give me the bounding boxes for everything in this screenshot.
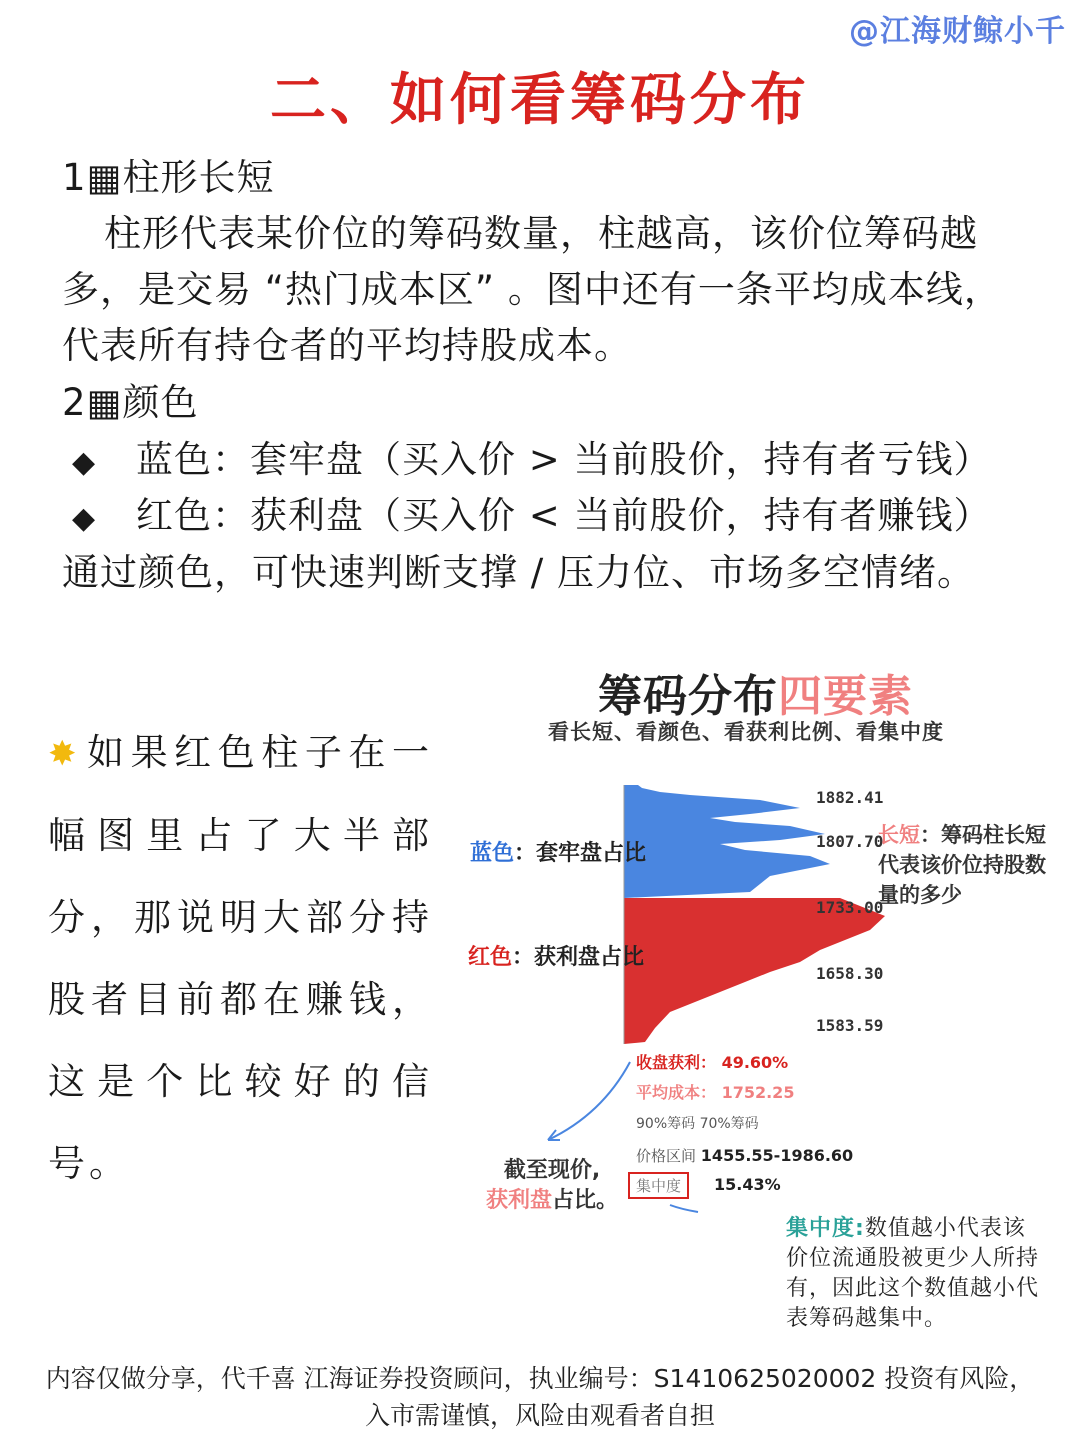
section1-body: 柱形代表某价位的筹码数量，柱越高，该价位筹码越多，是交易 “热门成本区” 。图中还有一条平均成本线，代表所有持仓者的平均持股成本。 <box>62 212 1002 367</box>
red-label-text: ：获利盘占比 <box>512 945 645 970</box>
section2-summary: 通过颜色，可快速判断支撑 / 压力位、市场多空情绪。 <box>62 551 975 594</box>
stat-range-label: 价格区间 <box>636 1147 697 1165</box>
disclaimer: 内容仅做分享，代千喜 江海证券投资顾问，执业编号：S1410625020002 投资有风险，入市需谨慎，风险由观看者自担 <box>45 1364 1035 1430</box>
current-note <box>486 1156 618 1216</box>
figure-subtitle: 看长短、看颜色、看获利比例、看集中度 <box>548 720 944 744</box>
left-note <box>48 712 433 1205</box>
price-tick-2: 1807.70 <box>816 832 884 851</box>
red-label-key: 红色 <box>468 945 513 970</box>
stat-range-value: 1455.55-1986.60 <box>700 1146 854 1165</box>
watermark: @江海财鲸小千 <box>849 14 1066 49</box>
price-tick-1: 1882.41 <box>816 788 884 807</box>
star-icon: ✸ <box>48 734 81 774</box>
current-note-line2 <box>486 1186 618 1216</box>
bullet-blue-text: 蓝色：套牢盘（买入价 > 当前股价，持有者亏钱） <box>136 438 992 481</box>
length-note-text: ：筹码柱长短代表该价位持股数量的多少 <box>878 823 1046 907</box>
section2-heading: 2▦颜色 <box>62 381 199 424</box>
figure-title <box>598 660 913 724</box>
stat-avg-cost: 平均成本： 1752.25 <box>636 1083 795 1102</box>
concentration-note <box>786 1214 1044 1334</box>
diamond-bullet-icon: ◆ <box>72 501 97 536</box>
diamond-bullet-icon: ◆ <box>72 445 97 480</box>
concentration-note-key: 集中度: <box>786 1216 865 1241</box>
stat-chips: 90%筹码 70%筹码 <box>636 1116 759 1132</box>
blue-label-text: ：套牢盘占比 <box>514 841 647 866</box>
bullet-red <box>72 488 992 547</box>
current-note-line1: 截至现价, <box>503 1158 601 1183</box>
left-note-text: 如果红色柱子在一幅图里占了大半部分，那说明大部分持股者目前都在赚钱，这是个比较好的信号。 <box>48 731 433 1185</box>
blue-trapped-area <box>624 785 830 898</box>
price-tick-5: 1583.59 <box>816 1016 884 1035</box>
figure-title-b: 四要素 <box>778 671 913 722</box>
concentration-note-text: 数值越小代表该价位流通股被更少人所持有，因此这个数值越小代表筹码越集中。 <box>786 1216 1040 1331</box>
blue-label <box>470 836 646 867</box>
blue-label-key: 蓝色 <box>470 841 515 866</box>
stat-profit: 收盘获利： 49.60% <box>636 1053 789 1072</box>
price-tick-3: 1733.00 <box>816 898 884 917</box>
red-label <box>468 940 644 971</box>
figure-title-a: 筹码分布 <box>598 671 778 722</box>
concentration-value: 15.43% <box>714 1175 781 1194</box>
length-note <box>878 820 1048 910</box>
concentration-box: 集中度 <box>628 1172 689 1199</box>
current-note-key: 获利盘 <box>486 1188 553 1213</box>
section1-heading: 1▦柱形长短 <box>62 156 275 199</box>
current-note-text: 占比。 <box>552 1188 619 1213</box>
bullet-red-text: 红色：获利盘（买入价 < 当前股价，持有者赚钱） <box>136 494 992 537</box>
price-tick-4: 1658.30 <box>816 964 884 983</box>
bullet-blue <box>72 432 992 491</box>
page-title: 二、如何看筹码分布 <box>270 68 810 133</box>
length-note-key: 长短 <box>878 823 920 847</box>
